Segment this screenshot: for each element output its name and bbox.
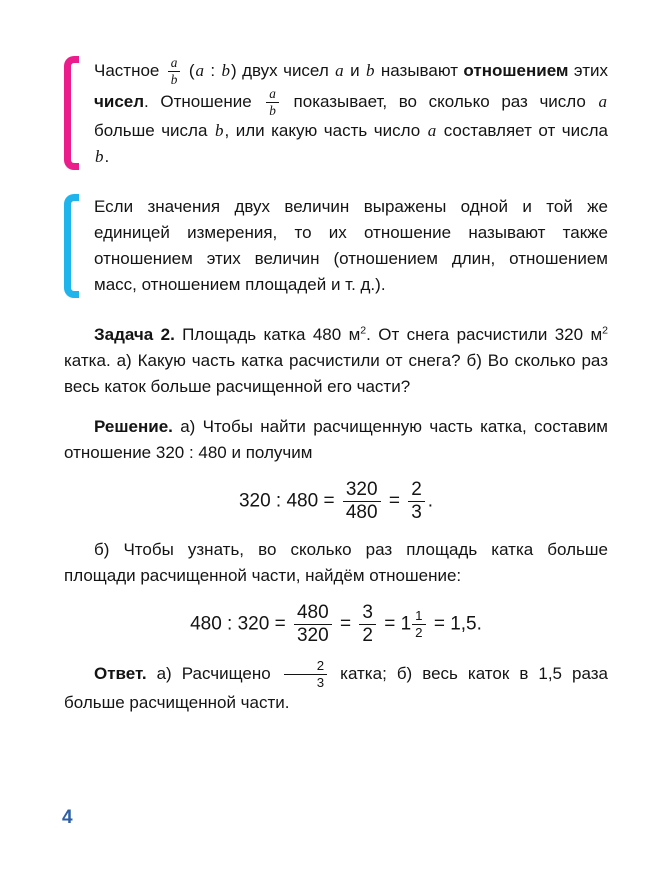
task-2-paragraph: Задача 2. Площадь катка 480 $м^2$. От снега расчистили 320 $м^2$ катка. а) Какую часть катка расчистили от снега? б) Во сколько раз весь каток больше расчищенной его части? <box>64 324 608 396</box>
pink-bracket <box>64 56 79 170</box>
equation-ratio-480-320: 480 : 320 = $\frac{480}{320}$ = $\frac{3}{2}$ = 1 $\frac{1}{2}$ = 1,5. <box>190 601 482 646</box>
measurement-rule-text: Если значения двух величин выражены одной и той же единицей измерения, то их отношение называют также отношением этих величин (отношением длин, отношением масс, отношением площадей и т. д.). <box>94 196 608 294</box>
measurement-rule-block <box>64 194 608 298</box>
solution-part-b-paragraph: б) Чтобы узнать, во сколько раз площадь катка больше площади расчищенной части, найдём отношение: <box>64 539 608 585</box>
definition-rule-block <box>64 56 608 170</box>
blue-bracket <box>64 194 79 298</box>
solution-part-a-paragraph: Решение. а) Чтобы найти расчищенную часть катка, составим отношение 320 : 480 и получим <box>64 416 608 462</box>
definition-rule-text: Частное $\frac{a}{b}$ (a : b) двух чисел a и b называют отношением этих чисел. Отношение $\frac{a}{b}$ показывает, во сколько раз число a больше числа b, или какую часть число a составляет от числа b. <box>94 55 608 166</box>
equation-ratio-320-480: 320 : 480 = $\frac{320}{480}$ = $\frac{2}{3}$ . <box>238 478 434 523</box>
answer-paragraph: Ответ. а) Расчищено $\frac{2}{3}$ катка; б) весь каток в 1,5 раза больше расчищенной части. <box>64 658 608 713</box>
page-number: 4 <box>62 807 73 828</box>
